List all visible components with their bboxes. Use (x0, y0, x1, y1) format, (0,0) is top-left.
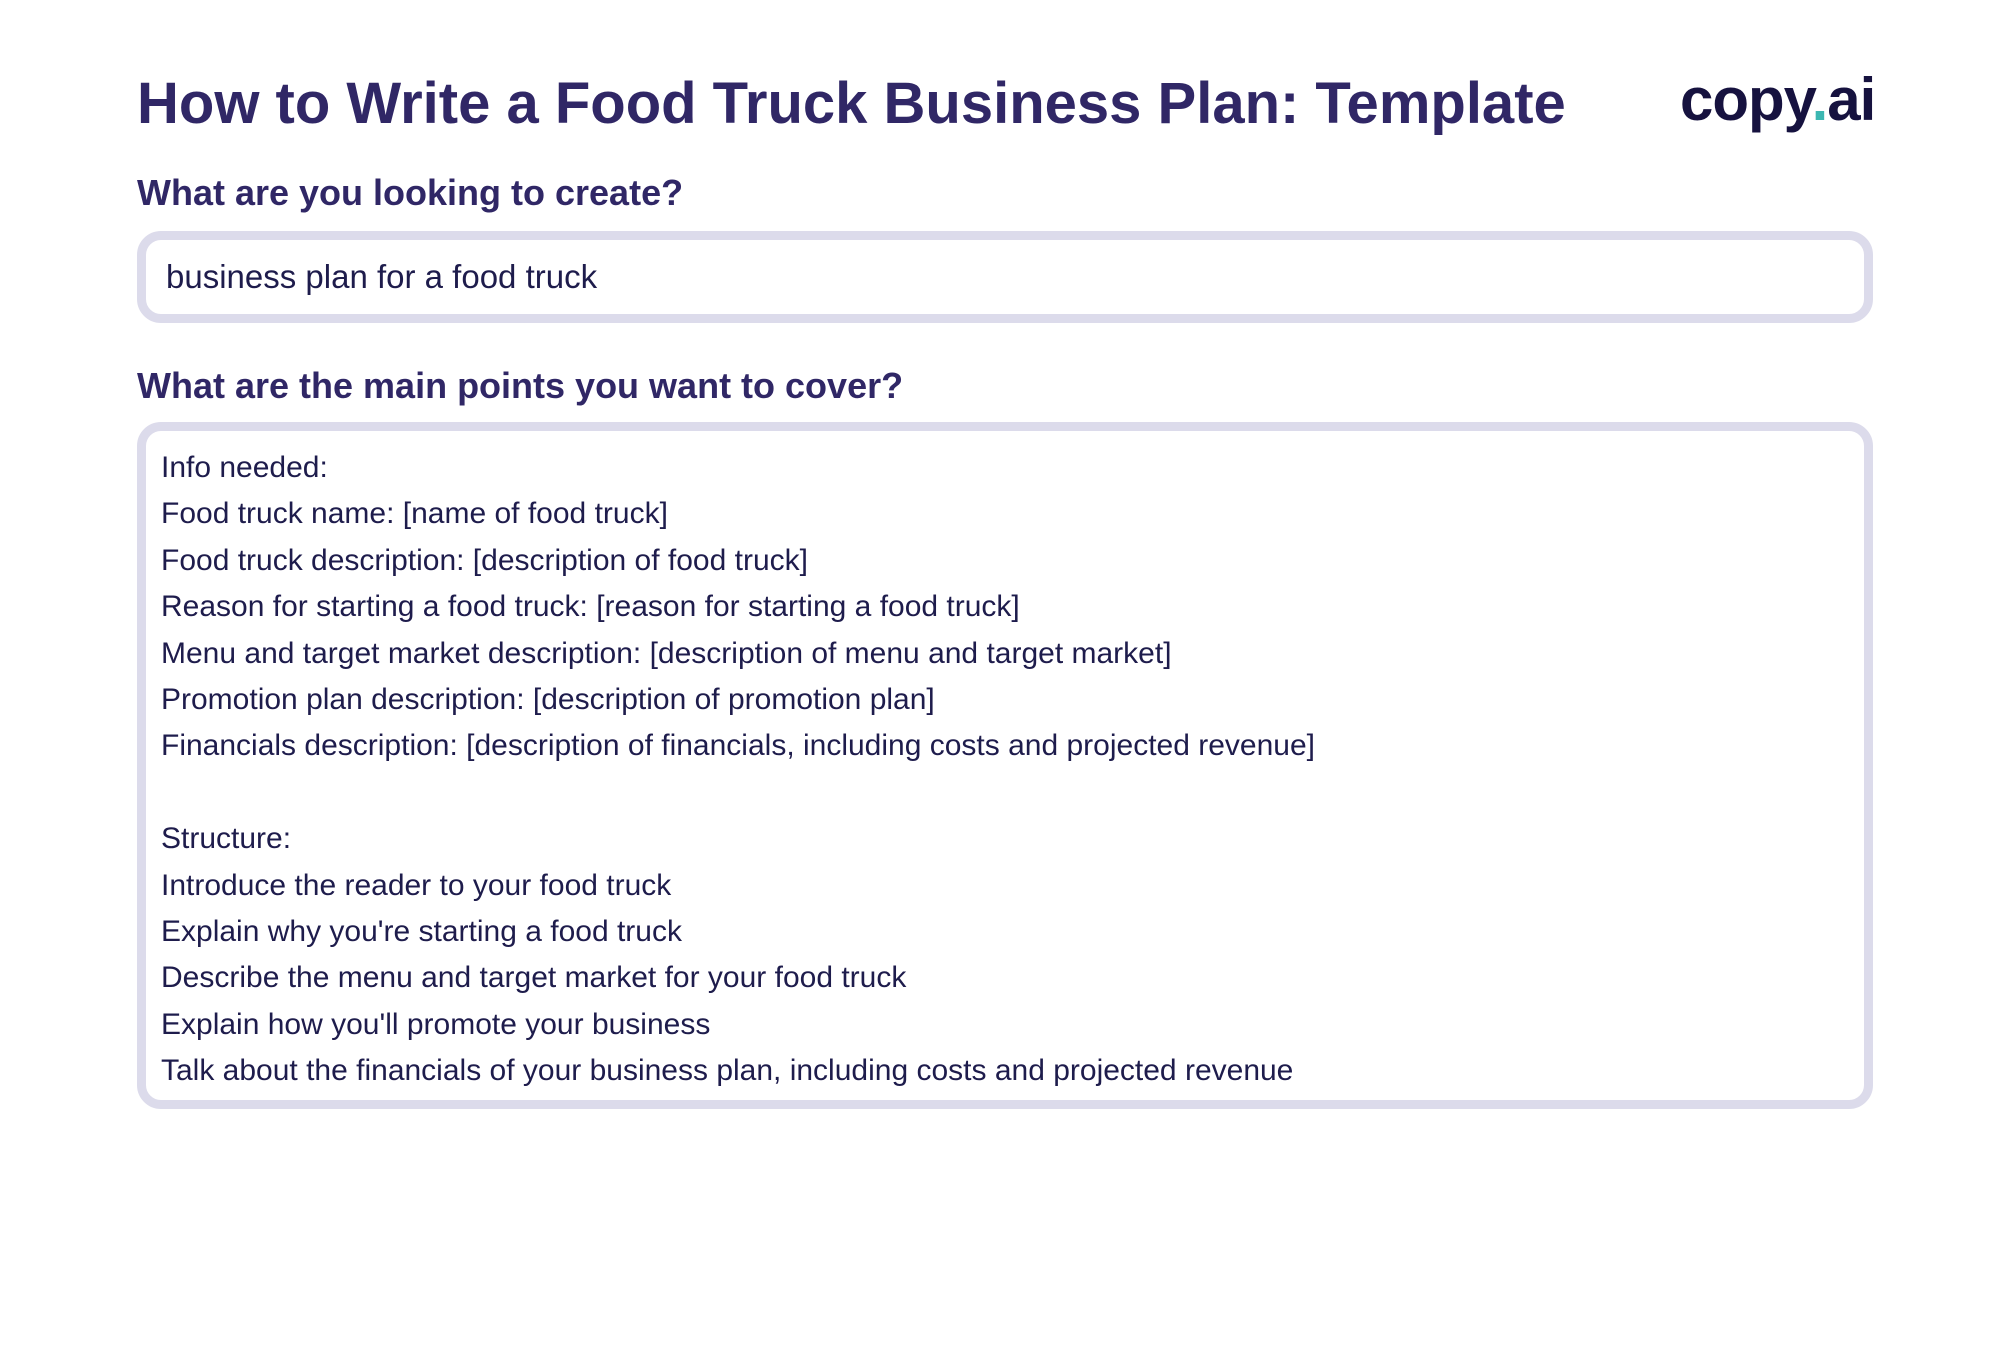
create-input-field[interactable] (137, 231, 1873, 323)
textarea-line: Explain how you'll promote your business (161, 1007, 711, 1041)
logo-dot: . (1811, 66, 1828, 133)
copy-ai-logo (1680, 58, 1875, 142)
textarea-blank-line (161, 770, 1844, 816)
textarea-line: Explain why you're starting a food truck (161, 914, 682, 948)
main-points-textarea[interactable] (137, 422, 1873, 1109)
textarea-line: Info needed: (161, 451, 328, 484)
textarea-line: Talk about the financials of your business plan, including costs and projected revenue (161, 1054, 1294, 1088)
logo-text-ai: ai (1827, 66, 1876, 133)
textarea-line: Structure: (161, 822, 292, 856)
textarea-line: Introduce the reader to your food truck (161, 868, 672, 902)
textarea-line: Promotion plan description: [description of promotion plan] (161, 682, 935, 716)
textarea-line: Describe the menu and target market for your food truck (161, 961, 907, 995)
textarea-line: Food truck name: [name of food truck] (161, 497, 668, 531)
main-points-question-label: What are the main points you want to cover? (137, 365, 904, 406)
textarea-line: Reason for starting a food truck: [reason for starting a food truck] (161, 590, 1020, 624)
textarea-line: Menu and target market description: [description of menu and target market] (161, 636, 1172, 670)
page-title: How to Write a Food Truck Business Plan: Template (137, 71, 1566, 136)
create-question-label: What are you looking to create? (137, 172, 684, 213)
textarea-line: Financials description: [description of financials, including costs and projected revenue] (161, 729, 1315, 763)
create-input-value: business plan for a food truck (166, 258, 598, 295)
textarea-line: Food truck description: [description of food truck] (161, 543, 808, 577)
logo-text-copy: copy (1680, 66, 1812, 133)
